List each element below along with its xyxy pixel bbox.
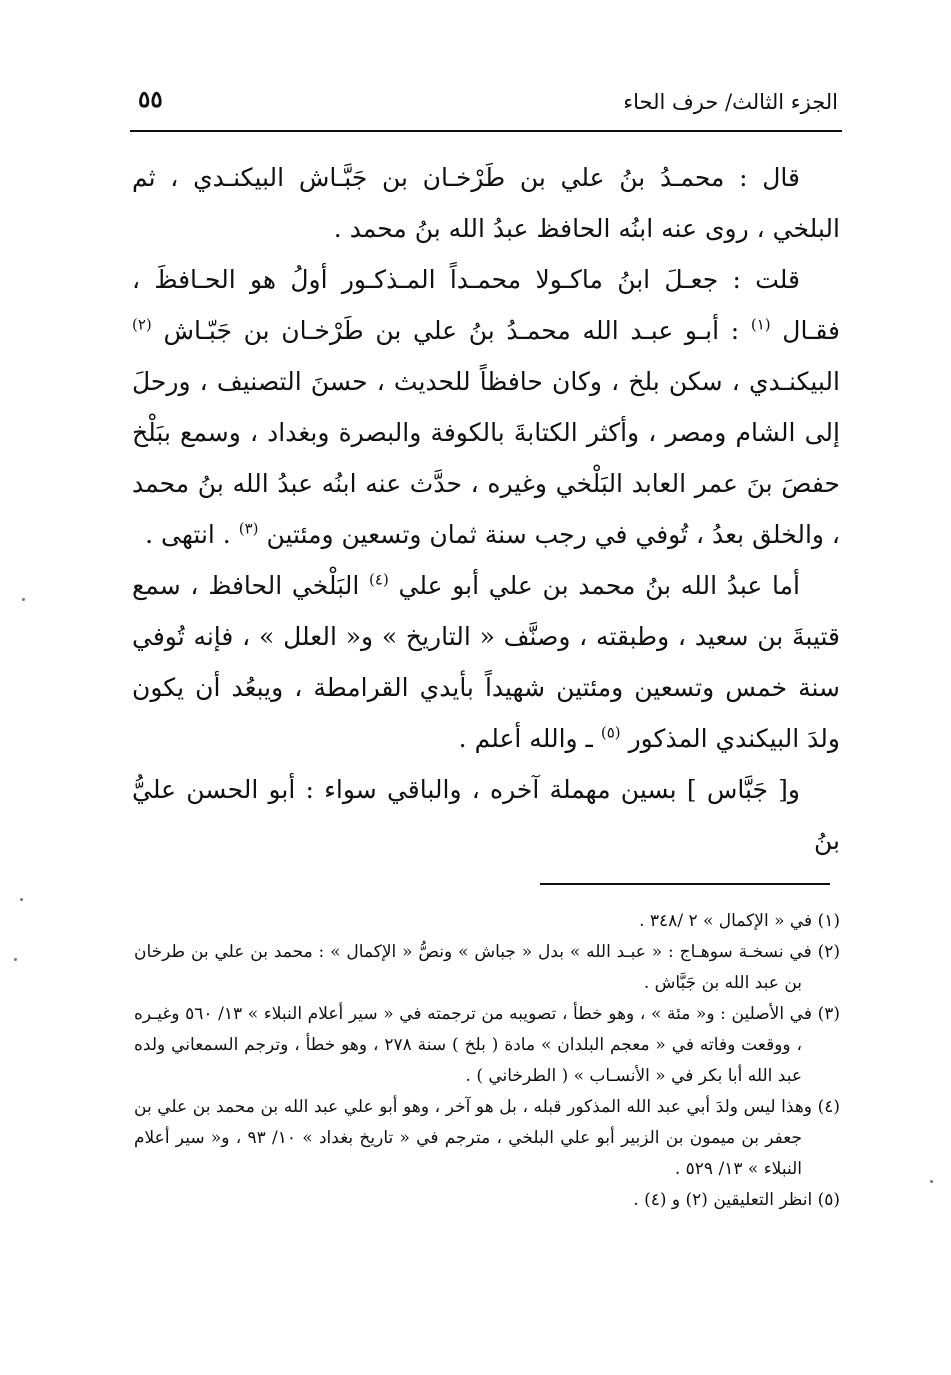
footnote-separator <box>540 883 830 885</box>
paragraph-2-text-a: قلت : جعـلَ ابنُ ماكـولا محمـداً المـذكـور أولُ هو الحـافظَ ، فقـال <box>132 265 840 345</box>
paragraph-2 <box>132 254 840 560</box>
paragraph-1: قال : محمـدُ بنُ علي بن طَرْخـان بن جَبَّـاش البيكنـدي ، ثم البلخي ، روى عنه ابنُه الحافظ عبدُ الله بنُ محمد . <box>132 163 840 243</box>
footnote-ref-2: (٢) <box>132 315 152 334</box>
paragraph-3-text-b: البَلْخي الحافظ ، سمع قتيبةَ بن سعيد ، وطبقته ، وصنَّف « التاريخ » و« العلل » ، فإنه تُوفي سنة خمس وتسعين ومئتين شهيداً بأيدي القرامطة ، ويبعُد أن يكون ولدَ البيكندي المذكور <box>132 571 840 753</box>
footnote-ref-4: (٤) <box>369 570 389 589</box>
running-title: الجزء الثالث/ حرف الحاء <box>623 90 838 114</box>
footnote-3: (٣) في الأصلين : و« مئة » ، وهو خطأ ، تصويبه من ترجمته في « سير أعلام النبلاء » ١٣/ ٥٦٠ وغيـره ، ووقعت وفاته في « معجم البلدان » مادة ( بلخ ) سنة ٢٧٨ ، وهو خطأ ، وترجم السمعاني ولده عبد الله أبا بكر في « الأنسـاب » ( الطرخاني ) . <box>134 1004 840 1086</box>
footnote-4: (٤) وهذا ليس ولدَ أبي عبد الله المذكور قبله ، بل هو آخر ، وهو أبو علي عبد الله بن محمد بن علي بن جعفر بن ميمون بن الزبير أبو علي البلخي ، مترجم في « تاريخ بغداد » ١٠/ ٩٣ ، و« سير أعلام النبلاء » ١٣/ ٥٢٩ . <box>134 1097 840 1179</box>
main-text <box>132 152 840 866</box>
footnote-2: (٢) في نسخـة سوهـاج : « عبـد الله » بدل « جباش » ونصُّ « الإكمال » : محمد بن علي بن طرخان بن عبد الله بن جَبَّاش . <box>134 942 840 993</box>
page-header <box>138 82 838 122</box>
footnotes <box>134 906 840 1216</box>
header-rule <box>130 130 842 132</box>
paragraph-3-text-a: أما عبدُ الله بنُ محمد بن علي أبو علي <box>398 571 800 600</box>
footnote-1: (١) في « الإكمال » ٢ /٣٤٨ . <box>639 911 840 931</box>
paragraph-4: و[ جَبَّاس ] بسين مهملة آخره ، والباقي سواء : أبو الحسن عليُّ بنُ <box>132 775 840 855</box>
page-number: ٥٥ <box>138 86 163 113</box>
footnote-ref-1: (١) <box>750 315 771 334</box>
scan-speck <box>14 958 17 961</box>
paragraph-2-text-c: البيكنـدي ، سكن بلخ ، وكان حافظاً للحديث ، حسنَ التصنيف ، ورحلَ إلى الشام ومصر ، وأكثر الكتابةَ بالكوفة والبصرة وبغداد ، وسمع ببَلْخ حفصَ بنَ عمر العابد البَلْخي وغيره ، حدَّث عنه ابنُه عبدُ الله بنُ محمد ، والخلق بعدُ ، تُوفي في رجب سنة ثمان وتسعين ومئتين <box>132 367 840 549</box>
paragraph-2-text-b: : أبـو عبـد الله محمـدُ بنُ علي بن طَرْخـان بن جَبّـاش <box>163 316 751 345</box>
footnote-ref-3: (٣) <box>238 519 259 538</box>
scan-speck <box>930 1180 933 1183</box>
paragraph-3-text-c: ـ والله أعلم . <box>458 724 601 753</box>
footnote-5: (٥) انظر التعليقين (٢) و (٤) . <box>633 1190 840 1210</box>
scan-speck <box>22 598 25 601</box>
scan-speck <box>20 898 23 901</box>
footnote-ref-5: (٥) <box>600 723 621 742</box>
paragraph-3 <box>132 560 840 764</box>
paragraph-2-text-d: . انتهى . <box>145 520 239 549</box>
